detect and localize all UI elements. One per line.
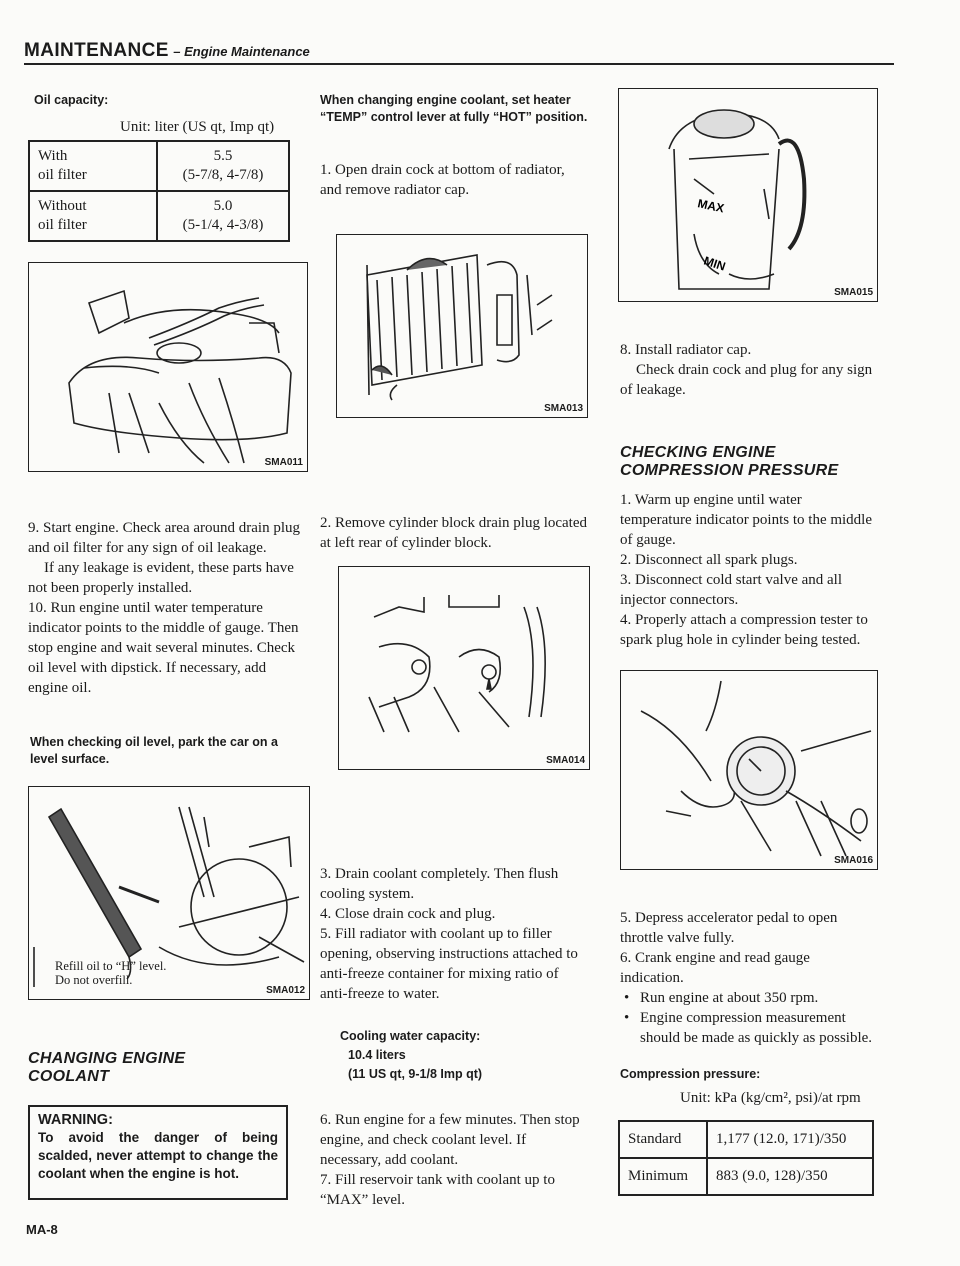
- cooling-capacity-liters: 10.4 liters: [348, 1048, 406, 1062]
- engine-oil-filler-illustration: [29, 263, 307, 471]
- compression-step-2: 2. Disconnect all spark plugs.: [620, 552, 798, 568]
- reservoir-tank-illustration: [619, 89, 877, 301]
- oil-capacity-unit: Unit: liter (US qt, Imp qt): [120, 119, 275, 135]
- figure-label: SMA011: [264, 457, 303, 468]
- table-row: [29, 191, 289, 241]
- compression-step-3: 3. Disconnect cold start valve and all injector connectors.: [620, 572, 843, 608]
- table-cell: 883 (9.0, 128)/350: [707, 1158, 873, 1195]
- step-9: 9. Start engine. Check area around drain plug and oil filter for any sign of oil leakage.: [28, 520, 300, 556]
- figure-sma014: [338, 566, 590, 770]
- figure-label: SMA015: [834, 287, 873, 298]
- oil-capacity-table: [28, 140, 290, 242]
- steps-6-7-block: [320, 1110, 588, 1210]
- figure-label: SMA014: [546, 755, 585, 766]
- section-compression: CHECKING ENGINE COMPRESSION PRESSURE: [620, 444, 839, 479]
- compression-step-1: 1. Warm up engine until water temperature indicator points to the middle of gauge.: [620, 492, 873, 548]
- step-8: 8. Install radiator cap.: [620, 342, 752, 358]
- oil-level-note: When checking oil level, park the car on a level surface.: [30, 735, 278, 766]
- radiator-illustration: [337, 235, 587, 417]
- compression-step-5: 5. Depress accelerator pedal to open throttle valve fully.: [620, 910, 838, 946]
- compression-pressure-label: Compression pressure:: [620, 1067, 761, 1081]
- figure-sma015: [618, 88, 878, 302]
- header-subtitle: – Engine Maintenance: [173, 44, 310, 59]
- warning-body: To avoid the danger of being scalded, never attempt to change the coolant when the engine is hot.: [38, 1130, 278, 1181]
- step-8-block: [620, 340, 876, 400]
- header-rule: [24, 63, 894, 65]
- step-7: 7. Fill reservoir tank with coolant up to “MAX” level.: [320, 1172, 555, 1208]
- figure-sma016: [620, 670, 878, 870]
- step-4: 4. Close drain cock and plug.: [320, 906, 496, 922]
- section-changing-coolant: CHANGING ENGINE COOLANT: [28, 1050, 186, 1085]
- cooling-capacity-qt: (11 US qt, 9-1/8 Imp qt): [348, 1067, 483, 1081]
- step-5: 5. Fill radiator with coolant up to filler opening, observing instructions attached to anti-freeze container for mixing ratio of anti-freeze to water.: [320, 926, 578, 1002]
- figure-sma012: [28, 786, 310, 1000]
- step-2: 2. Remove cylinder block drain plug located at left rear of cylinder block.: [320, 515, 588, 551]
- table-cell: 1,177 (12.0, 171)/350: [707, 1121, 873, 1158]
- bullet-quick: • Engine compression measurement should be made as quickly as possible.: [620, 1008, 876, 1048]
- compression-steps-5-6-block: [620, 908, 876, 1048]
- compression-unit: Unit: kPa (kg/cm², psi)/at rpm: [680, 1090, 861, 1106]
- figure-label: SMA016: [834, 855, 873, 866]
- figure-note-overfill: Do not overfill.: [55, 973, 133, 987]
- bullet-rpm: • Run engine at about 350 rpm.: [620, 988, 876, 1008]
- oil-capacity-label: Oil capacity:: [34, 93, 109, 107]
- header-title: MAINTENANCE: [24, 40, 169, 61]
- table-cell: Standard: [619, 1121, 707, 1158]
- figure-label: SMA013: [544, 403, 583, 414]
- compression-step-4: 4. Properly attach a compression tester to spark plug hole in cylinder being tested.: [620, 612, 868, 648]
- steps-3-5-block: [320, 864, 588, 1004]
- cylinder-block-drain-illustration: [339, 567, 589, 769]
- step-1: 1. Open drain cock at bottom of radiator, and remove radiator cap.: [320, 162, 565, 198]
- figure-note-refill: Refill oil to “H” level.: [55, 959, 167, 973]
- heater-note: When changing engine coolant, set heater “TEMP” control lever at fully “HOT” position.: [320, 93, 588, 124]
- table-cell: Without oil filter: [29, 191, 157, 241]
- step-9-note: If any leakage is evident, these parts have not been properly installed.: [28, 560, 294, 596]
- step-9-block: [28, 518, 306, 698]
- compression-step-6: 6. Crank engine and read gauge indication.: [620, 950, 810, 986]
- step-10: 10. Run engine until water temperature indicator points to the middle of gauge. Then stop engine and wait several minutes. Check oil level with dipstick. If necessary, add engine oil.: [28, 600, 299, 696]
- max-mark: MAX: [696, 196, 726, 216]
- step-3: 3. Drain coolant completely. Then flush cooling system.: [320, 866, 559, 902]
- step-8-note: Check drain cock and plug for any sign of leakage.: [620, 362, 873, 398]
- compression-steps-block: [620, 490, 876, 650]
- page-number: MA-8: [26, 1222, 58, 1237]
- warning-title: WARNING:: [38, 1112, 113, 1128]
- step-6: 6. Run engine for a few minutes. Then stop engine, and check coolant level. If necessary, add coolant.: [320, 1112, 580, 1168]
- warning-box: [28, 1105, 288, 1200]
- compression-table: [618, 1120, 874, 1196]
- compression-tester-illustration: [621, 671, 877, 869]
- page-header: [24, 40, 310, 62]
- table-row: [619, 1158, 873, 1195]
- table-cell: 5.0 (5-1/4, 4-3/8): [157, 191, 289, 241]
- table-cell: With oil filter: [29, 141, 157, 191]
- table-cell: Minimum: [619, 1158, 707, 1195]
- figure-sma013: [336, 234, 588, 418]
- table-cell: 5.5 (5-7/8, 4-7/8): [157, 141, 289, 191]
- table-row: [29, 141, 289, 191]
- min-mark: MIN: [702, 253, 728, 274]
- figure-label: SMA012: [266, 985, 305, 996]
- figure-sma011: [28, 262, 308, 472]
- table-row: [619, 1121, 873, 1158]
- cooling-capacity-label: Cooling water capacity:: [340, 1029, 481, 1043]
